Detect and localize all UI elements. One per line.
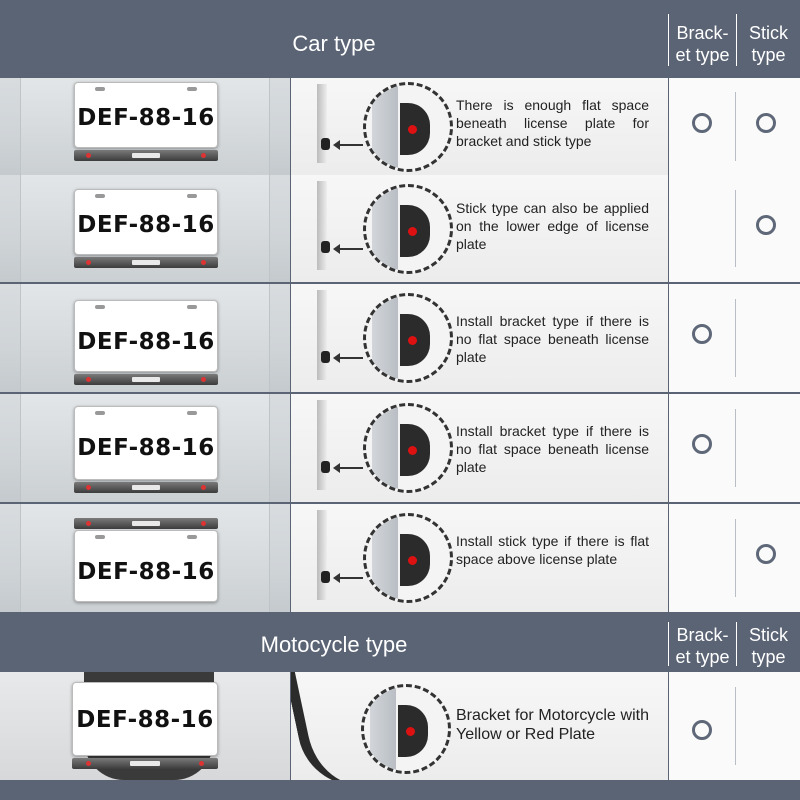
- pointer-arrow: [335, 577, 363, 579]
- marks-cell: [669, 504, 800, 612]
- bracket-circle-mark-icon: [692, 113, 712, 133]
- stick-header-line2: type: [751, 647, 786, 667]
- light-bar: [72, 758, 218, 769]
- side-detail-diagram: [291, 175, 668, 282]
- motorcycle-type-title: Motocycle type: [260, 632, 408, 657]
- light-side-knob: [321, 571, 330, 583]
- light-bar-slot: [132, 485, 161, 490]
- bracket-circle-mark-icon: [692, 324, 712, 344]
- bracket-header-line1: Brack-: [676, 625, 729, 645]
- light-bar-slot: [130, 761, 159, 766]
- red-light: [406, 727, 415, 736]
- fender-curve: [291, 672, 370, 780]
- plate-photo: [0, 504, 290, 612]
- row-description: Install stick type if there is flat space above license plate: [456, 533, 649, 567]
- zoom-detail: [363, 513, 453, 603]
- plate-edge: [372, 85, 398, 169]
- license-plate: [74, 406, 218, 480]
- stick-type-column-header: [737, 624, 800, 668]
- red-light: [408, 227, 417, 236]
- car-type-header: [0, 0, 800, 76]
- led-light: [86, 485, 91, 490]
- light-bar: [74, 257, 218, 268]
- pointer-arrow: [335, 248, 363, 250]
- license-plate: [74, 82, 218, 148]
- red-light: [408, 446, 417, 455]
- car-row: [0, 175, 800, 282]
- led-light: [86, 521, 91, 526]
- motorcycle-detail-diagram: [291, 672, 668, 780]
- motorcycle-plate-photo: [0, 672, 290, 780]
- led-light: [199, 761, 204, 766]
- plate-edge: [372, 406, 398, 490]
- mark-divider: [735, 92, 736, 162]
- bracket-header-line2: et type: [675, 647, 730, 667]
- mark-divider: [735, 409, 736, 487]
- light-side-knob: [321, 138, 330, 150]
- plate-number: DEF-88-16: [76, 707, 214, 733]
- plate-photo: [0, 284, 290, 392]
- light-bar-slot: [132, 260, 161, 265]
- pointer-arrow: [335, 357, 363, 359]
- mark-divider: [735, 190, 736, 267]
- zoom-detail: [363, 184, 453, 274]
- car-row: [0, 394, 800, 502]
- marks-cell: [669, 394, 800, 502]
- plate-number: DEF-88-16: [77, 329, 215, 355]
- bracket-circle-mark-icon: [692, 434, 712, 454]
- light-side-knob: [321, 241, 330, 253]
- led-light: [201, 485, 206, 490]
- circle-mark-icon: [692, 720, 712, 740]
- plate-side-edge: [317, 510, 327, 600]
- led-light: [201, 521, 206, 526]
- zoom-detail: [363, 403, 453, 493]
- stick-circle-mark-icon: [756, 113, 776, 133]
- plate-photo: [0, 78, 290, 175]
- zoom-detail: [363, 293, 453, 383]
- marks-cell: [669, 175, 800, 282]
- car-row: [0, 78, 800, 175]
- mount-hole: [187, 305, 197, 309]
- motorcycle-type-header: [0, 614, 800, 670]
- car-row: [0, 284, 800, 392]
- mark-divider: [735, 519, 736, 597]
- license-plate: [74, 189, 218, 255]
- led-light: [201, 260, 206, 265]
- plate-side-edge: [317, 400, 327, 490]
- row-description: Stick type can also be applied on the lower edge of license plate: [456, 200, 649, 252]
- mount-hole: [95, 194, 105, 198]
- mount-hole: [95, 411, 105, 415]
- plate-photo: [0, 394, 290, 502]
- stick-circle-mark-icon: [756, 215, 776, 235]
- light-bar-slot: [132, 521, 161, 526]
- license-plate: [74, 300, 218, 372]
- car-row: [0, 504, 800, 612]
- marks-cell: [669, 284, 800, 392]
- mount-hole: [187, 194, 197, 198]
- plate-side-edge: [317, 84, 327, 163]
- light-bar: [74, 518, 218, 529]
- light-bar: [74, 374, 218, 385]
- plate-edge: [372, 187, 398, 271]
- led-light: [201, 153, 206, 158]
- plate-number: DEF-88-16: [77, 212, 215, 238]
- led-light: [201, 377, 206, 382]
- motorcycle-row: [0, 672, 800, 780]
- row-description: There is enough flat space beneath license plate for bracket and stick type: [456, 97, 649, 149]
- plate-number: DEF-88-16: [77, 559, 215, 585]
- pointer-arrow: [335, 144, 363, 146]
- light-side-knob: [321, 351, 330, 363]
- plate-number: DEF-88-16: [77, 435, 215, 461]
- plate-photo: [0, 175, 290, 282]
- mark-divider: [735, 687, 736, 765]
- red-light: [408, 125, 417, 134]
- mount-hole: [95, 535, 105, 539]
- light-bar-slot: [132, 153, 161, 158]
- stick-header-line1: Stick: [748, 23, 788, 43]
- led-light: [86, 260, 91, 265]
- plate-edge: [370, 687, 396, 771]
- pointer-arrow: [335, 467, 363, 469]
- plate-number: DEF-88-16: [77, 105, 215, 131]
- mark-divider: [735, 299, 736, 377]
- mount-hole: [187, 411, 197, 415]
- light-bar: [74, 482, 218, 493]
- stick-type-column-header: [737, 22, 800, 66]
- row-description: Bracket for Motorcycle with Yellow or Red Plate: [456, 707, 649, 743]
- red-light: [408, 336, 417, 345]
- license-plate: [74, 530, 218, 602]
- car-type-title: Car type: [292, 31, 376, 56]
- light-bar: [74, 150, 218, 161]
- side-detail-diagram: [291, 78, 668, 175]
- row-description: Install bracket type if there is no flat space beneath license plate: [456, 313, 649, 365]
- stick-header-line2: type: [751, 45, 786, 65]
- mount-hole: [187, 87, 197, 91]
- mount-hole: [95, 87, 105, 91]
- plate-side-edge: [317, 290, 327, 380]
- led-light: [86, 377, 91, 382]
- side-detail-diagram: [291, 504, 668, 612]
- license-plate: [72, 682, 218, 756]
- bracket-header-line1: Brack-: [676, 23, 729, 43]
- mount-hole: [95, 305, 105, 309]
- marks-cell: [669, 78, 800, 175]
- red-light: [408, 556, 417, 565]
- light-side-knob: [321, 461, 330, 473]
- plate-edge: [372, 296, 398, 380]
- bracket-header-line2: et type: [675, 45, 730, 65]
- plate-side-edge: [317, 181, 327, 270]
- led-light: [86, 153, 91, 158]
- mount-hole: [187, 535, 197, 539]
- stick-header-line1: Stick: [748, 625, 788, 645]
- side-detail-diagram: [291, 394, 668, 502]
- light-bar-slot: [132, 377, 161, 382]
- zoom-detail: [361, 684, 451, 774]
- zoom-detail: [363, 82, 453, 172]
- plate-edge: [372, 516, 398, 600]
- row-description: Install bracket type if there is no flat space beneath license plate: [456, 423, 649, 475]
- side-detail-diagram: [291, 284, 668, 392]
- bracket-type-column-header: [669, 624, 736, 668]
- led-light: [86, 761, 91, 766]
- bracket-type-column-header: [669, 22, 736, 66]
- stick-circle-mark-icon: [756, 544, 776, 564]
- marks-cell: [669, 672, 800, 780]
